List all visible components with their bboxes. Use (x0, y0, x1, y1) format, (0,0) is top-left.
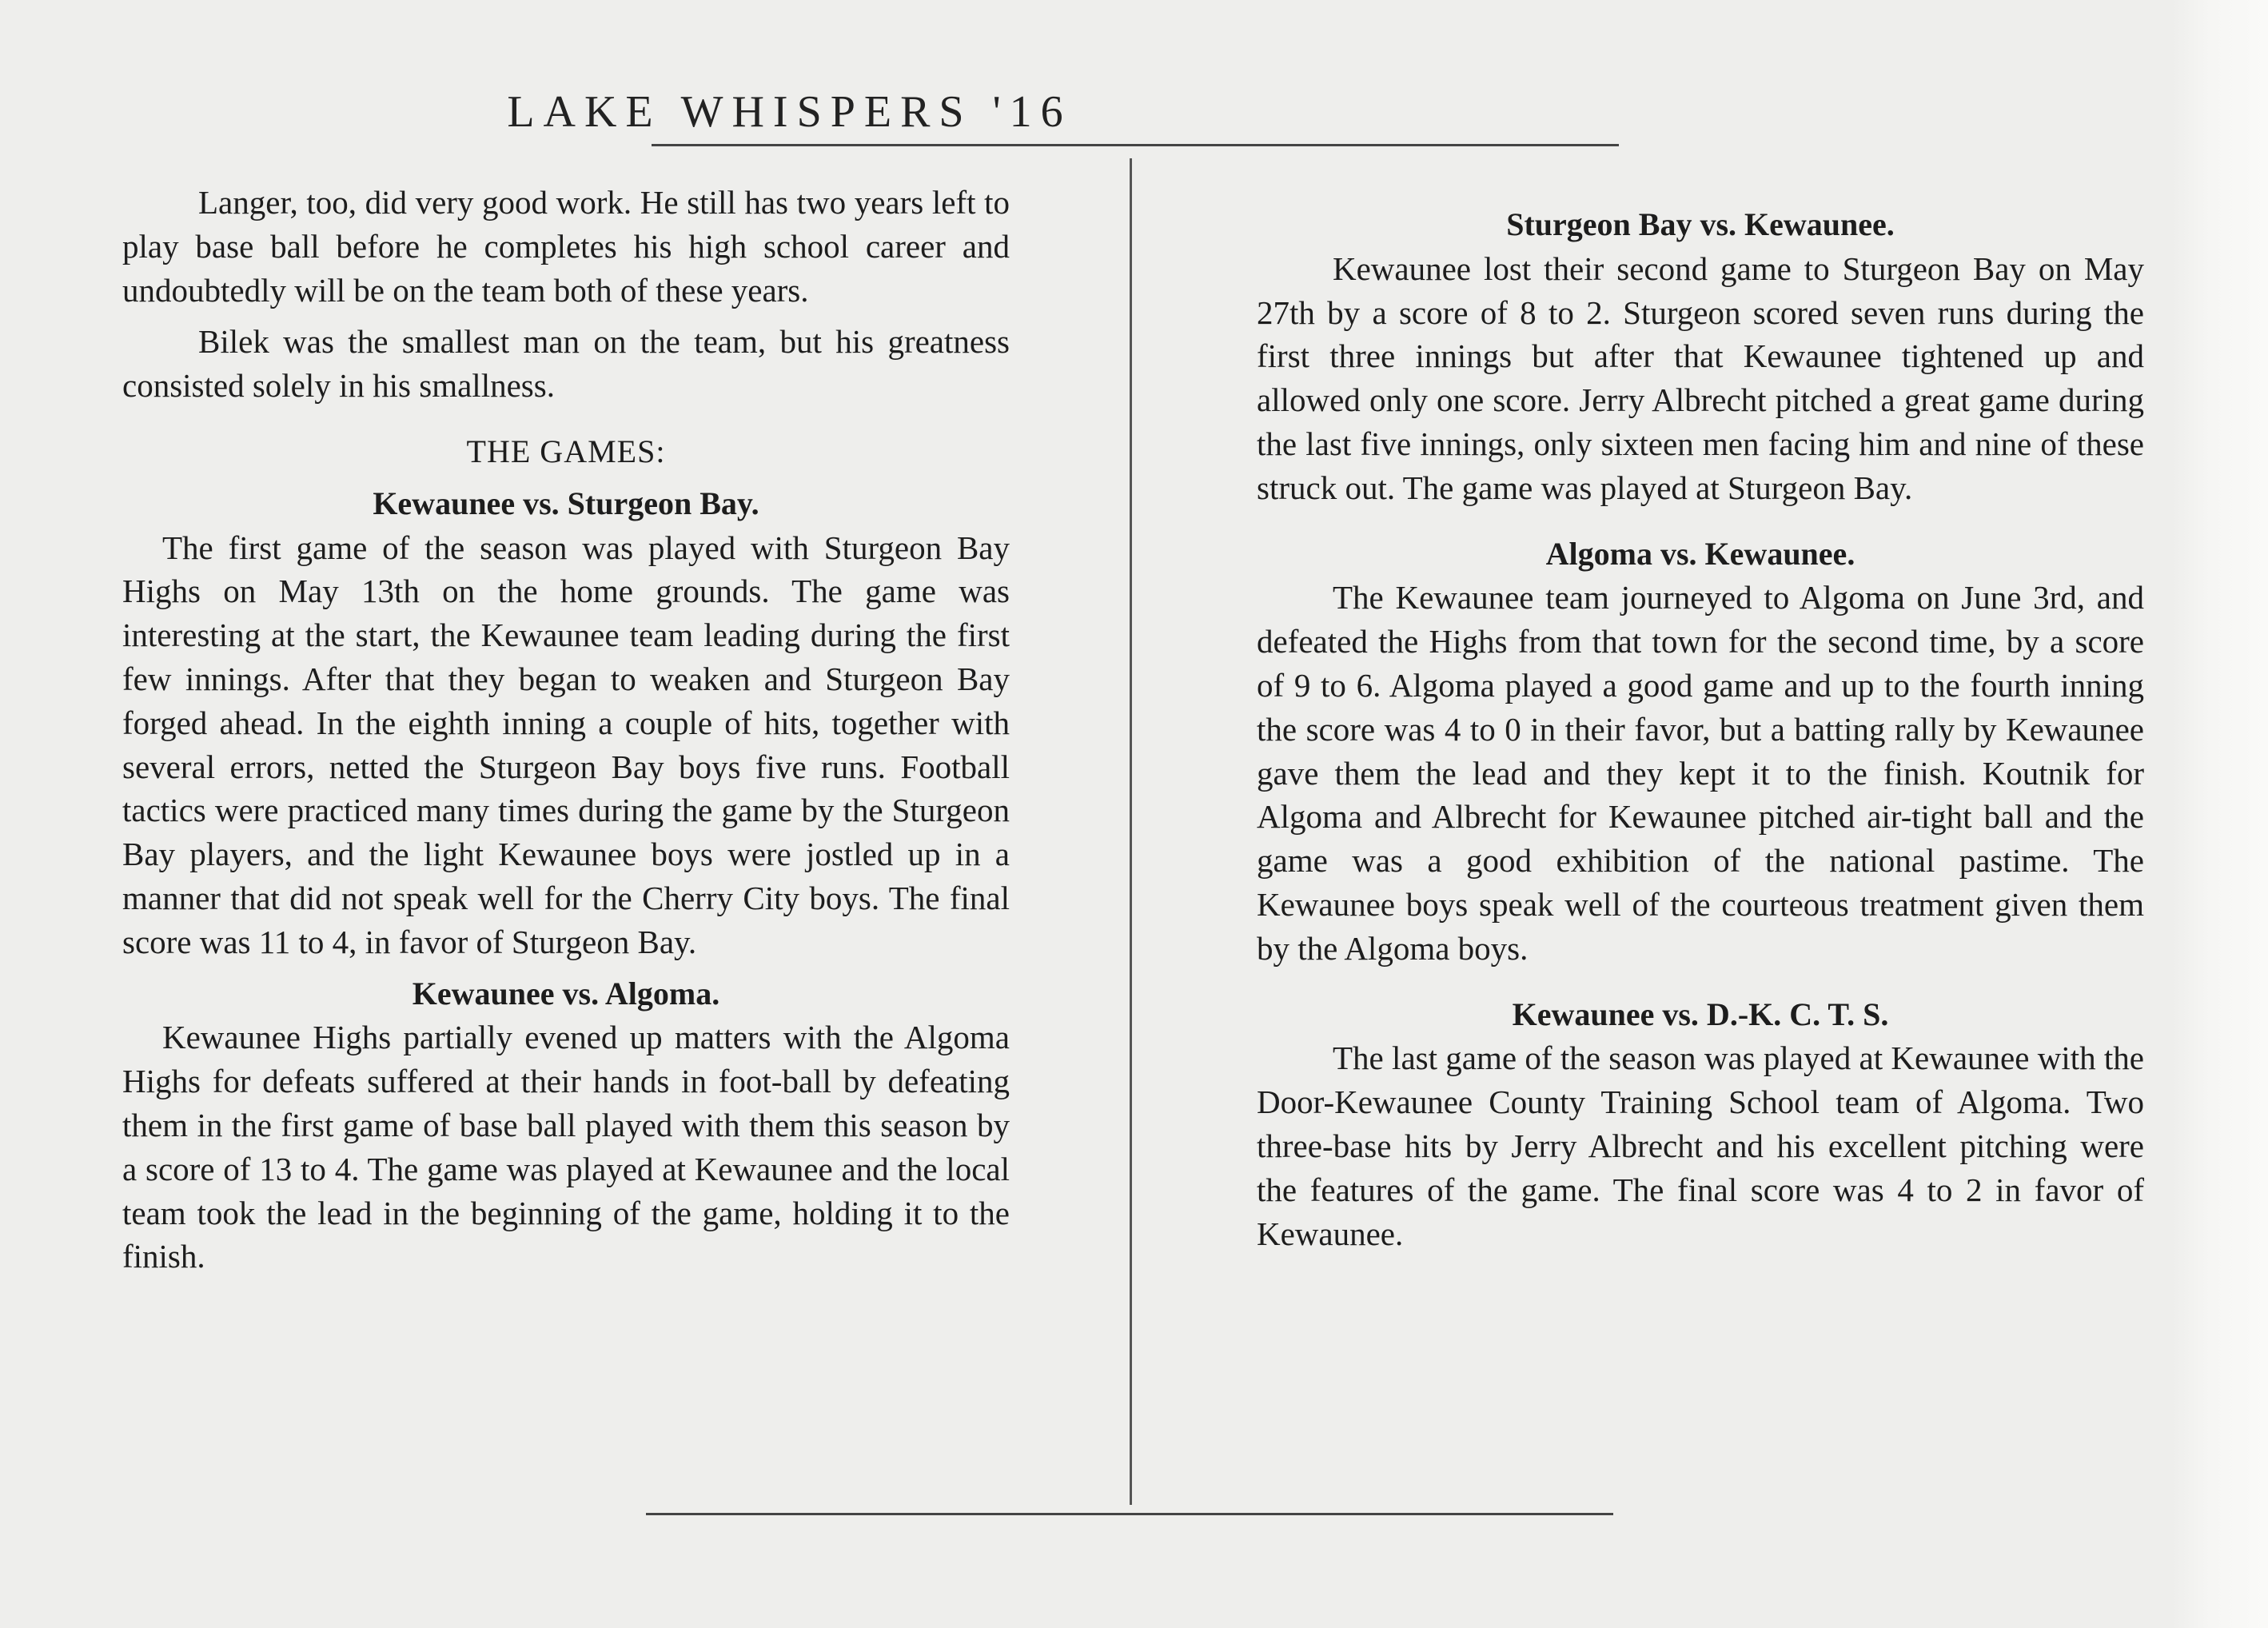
game-paragraph: The first game of the season was played with Sturgeon Bay Highs on May 13th on the home grounds. The game was interesting at the start, the Kewaunee team leading during the first few innings. After that they began to weaken and Sturgeon Bay forged ahead. In the eighth inning a couple of hits, together with several errors, netted the Sturgeon Bay boys five runs. Football tactics were practiced many times during the game by the Sturgeon Bay players, and the light Kewaunee boys were jostled up in a manner that did not speak well for the Cherry City boys. The final score was 11 to 4, in favor of Sturgeon Bay. (122, 529, 1010, 960)
game-paragraph: The last game of the season was played at Kewaunee with the Door-Kewaunee County Training School team of Algoma. Two three-base hits by Jerry Albrecht and his excellent pitching were the features of the game. The final score was 4 to 2 in favor of Kewaunee. (1257, 1039, 2144, 1252)
page-edge (2172, 0, 2268, 1628)
footer-rule (646, 1513, 1613, 1515)
header-rule (652, 144, 1619, 146)
game-heading: Kewaunee vs. Algoma. (412, 975, 720, 1012)
right-column (1257, 203, 2144, 1255)
column-divider (1130, 158, 1132, 1505)
section-title: THE GAMES: (466, 433, 666, 469)
game-paragraph: Kewaunee Highs partially evened up matters with the Algoma Highs for defeats suffered at their hands in foot-ball by defeating them in the first game of base ball played with them this season by a score of 13 to 4. The game was played at Kewaunee and the local team took the lead in the beginning of the game, holding it to the finish. (122, 1019, 1010, 1275)
game-heading: Sturgeon Bay vs. Kewaunee. (1506, 206, 1895, 242)
game-paragraph: The Kewaunee team journeyed to Algoma on June 3rd, and defeated the Highs from that town for the second time, by a score of 9 to 6. Algoma played a good game and up to the fourth inning the score was 4 to 0 in their favor, but a batting rally by Kewaunee gave them the lead and they kept it to the finish. Koutnik for Algoma and Albrecht for Kewaunee pitched air-tight ball and the game was a good exhibition of the national pastime. The Kewaunee boys speak well of the courteous treatment given them by the Algoma boys. (1257, 579, 2144, 967)
page-header: LAKE WHISPERS '16 (507, 87, 1072, 137)
game-heading: Kewaunee vs. D.-K. C. T. S. (1512, 996, 1889, 1032)
game-heading: Kewaunee vs. Sturgeon Bay. (373, 485, 759, 521)
paragraph-langer: Langer, too, did very good work. He still has two years left to play base ball before he completes his high school career and undoubtedly will be on the team both of these years. (122, 184, 1010, 309)
game-paragraph: Kewaunee lost their second game to Sturgeon Bay on May 27th by a score of 8 to 2. Sturgeon scored seven runs during the first three innings but after that Kewaunee tightened up and allowed only one score. Jerry Albrecht pitched a great game during the last five innings, only sixteen men facing him and nine of these struck out. The game was played at Sturgeon Bay. (1257, 249, 2144, 506)
game-heading: Algoma vs. Kewaunee. (1545, 535, 1855, 572)
paragraph-bilek: Bilek was the smallest man on the team, but his greatness consisted solely in his smallness. (122, 323, 1010, 405)
left-column (122, 181, 1010, 1279)
